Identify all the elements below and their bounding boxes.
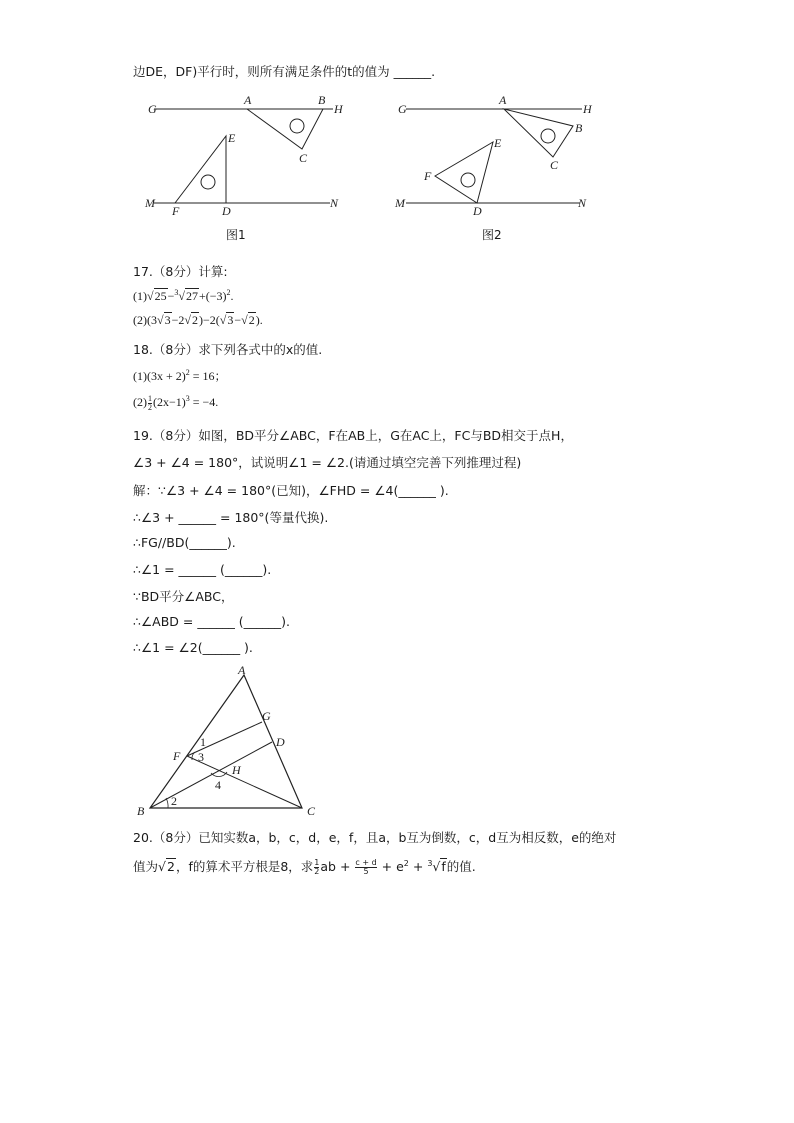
fig3-angle-4: 4 [215, 778, 221, 792]
fig3-label-h: H [232, 763, 241, 777]
fig3-angle-1: 1 [200, 735, 206, 749]
q20-line2: 值为√2，f的算术平方根是8，求 $\frac{1}{2}$ ab + $\frac{c + d}{5}$ + $e^2 + ^3√f$的值. [133, 858, 476, 876]
fig1-label-a: A [244, 93, 252, 107]
question16-tail: 边DE，DF)平行时，则所有满足条件的t的值为 ______. [133, 64, 436, 79]
fig1-label-e: E [228, 131, 236, 145]
q19-line1: 19.（8分）如图，BD平分∠ABC，F在AB上，G在AC上，FC与BD相交于点H， [133, 428, 573, 443]
fig2-label-n: N [578, 196, 587, 210]
q17-part2: (2)(3√3−2√2)−2(√3−√2). [133, 313, 263, 327]
q19-line6: ∴∠1 = ______ (______). [133, 562, 272, 577]
figure-1-caption: 图1 [226, 228, 246, 242]
q18-title: 18.（8分）求下列各式中的x的值. [133, 342, 323, 357]
figure-1 [140, 90, 360, 220]
q19-line4: ∴∠3 + ______ = 180°(等量代换). [133, 510, 329, 525]
fig1-label-c: C [299, 151, 308, 165]
q19-line3: 解：∵∠3 + ∠4 = 180°(已知)，∠FHD = ∠4(______ ). [133, 483, 449, 498]
fig2-label-h: H [583, 102, 592, 116]
fig3-label-c: C [307, 804, 316, 818]
fig1-label-h: H [334, 102, 343, 116]
fig2-label-d: D [473, 204, 482, 218]
fig2-label-c: C [550, 158, 559, 172]
fig3-label-a: A [238, 663, 246, 677]
q19-line8: ∴∠ABD = ______ (______). [133, 614, 291, 629]
fig2-label-e: E [494, 136, 502, 150]
q20-line1: 20.（8分）已知实数a，b，c，d，e，f，且a，b互为倒数，c，d互为相反数，e的绝对 [133, 830, 617, 845]
q18-part1: $(1)(3x + 2)^2 = 16$； [133, 368, 227, 383]
q19-line9: ∴∠1 = ∠2(______ ). [133, 640, 253, 655]
q17-title: 17.（8分）计算: [133, 264, 228, 279]
fig3-label-b: B [137, 804, 145, 818]
fig1-label-d: D [222, 204, 231, 218]
figure-3 [130, 660, 330, 820]
fig1-label-f: F [172, 204, 180, 218]
fig2-label-m: M [395, 196, 405, 210]
figure-2-caption: 图2 [482, 228, 502, 242]
fig1-label-n: N [330, 196, 339, 210]
fig2-label-f: F [424, 169, 432, 183]
fig3-label-d: D [276, 735, 285, 749]
fig3-label-g: G [262, 709, 271, 723]
q19-line5: ∴FG//BD(______). [133, 535, 236, 550]
q19-line7: ∵BD平分∠ABC， [133, 589, 234, 604]
fig2-label-a: A [499, 93, 507, 107]
q17-part1: $(1)√25-^3√27+(-3)^2$. [133, 288, 234, 303]
fig1-label-b: B [318, 93, 326, 107]
fig1-label-m: M [145, 196, 155, 210]
fig3-angle-3: 3 [198, 750, 204, 764]
fig1-label-g: G [148, 102, 157, 116]
fig3-label-f: F [173, 749, 181, 763]
fig3-angle-2: 2 [171, 794, 177, 808]
fig2-label-g: G [398, 102, 407, 116]
q19-line2: ∠3 + ∠4 = 180°，试说明∠1 = ∠2.(请通过填空完善下列推理过程) [133, 455, 522, 470]
q18-part2: (2) $\frac{1}{2}$ $(2x-1)^3 = -4$. [133, 393, 219, 412]
fig2-label-b: B [575, 121, 583, 135]
figure-2 [392, 90, 612, 220]
